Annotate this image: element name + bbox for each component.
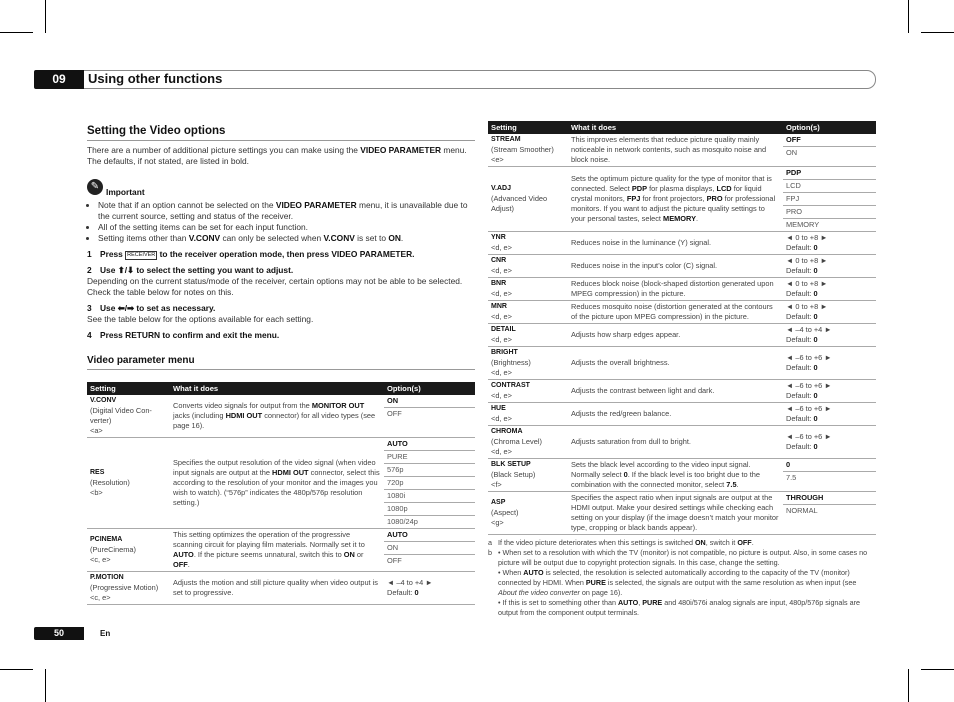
option-value: 7.5 [786, 473, 797, 482]
setting-name: MNR [491, 303, 507, 310]
setting-cell [488, 492, 568, 535]
option-default: Default: 0 [786, 266, 818, 275]
list-item: • Note that if an option cannot be selected on the VIDEO PARAMETER menu, it is unavailable due to the current source, setting and status of the receiver. [98, 200, 475, 222]
setting-sub: (Brightness) [491, 358, 531, 367]
video-parameter-table-left [87, 382, 475, 605]
setting-sub: <d, e> [491, 447, 512, 456]
menu-heading: Video parameter menu [87, 355, 475, 370]
table-row [488, 134, 876, 167]
option-value: PRO [783, 206, 876, 219]
setting-sub: (Chroma Level) [491, 437, 542, 446]
crop-mark [908, 669, 909, 702]
setting-sub: verter) [90, 416, 112, 425]
important-list [87, 200, 475, 244]
setting-cell [488, 134, 568, 167]
setting-sub: <e> [491, 155, 504, 164]
setting-name: BNR [491, 280, 507, 287]
section-heading: Setting the Video options [87, 126, 475, 141]
options-cell [783, 301, 876, 324]
setting-sub: (Progressive Motion) [90, 583, 159, 592]
col-setting: Setting [87, 382, 170, 395]
what-it-does-cell: Sets the black level according to the video input signal. Normally select 0. If the black level is too bright due to the combination with the connected monitor, select 7.5. [568, 459, 783, 492]
option-default: Default: 0 [786, 243, 818, 252]
setting-cell [488, 380, 568, 403]
video-parameter-table-right [488, 121, 876, 535]
crop-mark [921, 669, 954, 670]
list-item: • Setting items other than V.CONV can only be selected when V.CONV is set to ON. [98, 233, 475, 244]
table-row [488, 232, 876, 255]
table-row [488, 347, 876, 380]
page-number: 50 [34, 627, 84, 640]
setting-sub: <a> [90, 426, 103, 435]
chapter-number: 09 [34, 70, 84, 89]
what-it-does-cell: Adjusts the contrast between light and dark. [568, 380, 783, 403]
setting-cell [488, 278, 568, 301]
option-range: ◄ –6 to +6 ► [786, 404, 832, 413]
setting-name: P.MOTION [90, 574, 124, 581]
options-cell [783, 380, 876, 403]
options-cell [783, 232, 876, 255]
options-cell [783, 255, 876, 278]
crop-mark [45, 0, 46, 33]
what-it-does-cell: Reduces noise in the input’s color (C) signal. [568, 255, 783, 278]
chapter-header [34, 70, 876, 89]
option-value: 576p [384, 464, 475, 477]
setting-sub: (Stream Smoother) [491, 145, 554, 154]
setting-sub: (Advanced Video [491, 194, 548, 203]
setting-name: V.ADJ [491, 185, 511, 192]
setting-name: BLK SETUP [491, 461, 531, 468]
setting-name: YNR [491, 234, 506, 241]
setting-cell [87, 438, 170, 529]
table-row [488, 324, 876, 347]
table-row [87, 438, 475, 529]
setting-sub: <c, e> [90, 555, 111, 564]
crop-mark [908, 0, 909, 33]
options-cell [783, 347, 876, 380]
footnote-b: b • When set to a resolution with which the TV (monitor) is not compatible, no picture is output. Also, in some cases no picture will be output due to copyright protection signals. In this case, change the setting. • When AUTO is selected, the resolution is selected automatically according to the capacity of the TV (monitor) connected by HDMI. When PURE is selected, the signals are output with the same resolution as when input (see About the video converter on page 16). • If this is set to something other than AUTO, PURE and 480i/576i analog signals are input, 480p/576p signals are output from the component output terminals. [488, 548, 868, 617]
what-it-does-cell: Adjusts the overall brightness. [568, 347, 783, 380]
col-setting: Setting [488, 121, 568, 134]
option-range: ◄ –6 to +6 ► [786, 353, 832, 362]
option-range: ◄ 0 to +8 ► [786, 233, 828, 242]
what-it-does-cell: Adjusts the red/green balance. [568, 403, 783, 426]
table-row [87, 395, 475, 438]
chapter-title: Using other functions [88, 71, 223, 86]
setting-name: HUE [491, 405, 506, 412]
what-it-does-cell: Adjusts the motion and still picture quality when video output is set to progressive. [170, 572, 384, 605]
col-what: What it does [568, 121, 783, 134]
option-value: OFF [387, 409, 402, 418]
step-3: 3 Use ⬅/➡ to set as necessary. [87, 303, 216, 313]
option-value: MEMORY [786, 220, 820, 229]
option-range: ◄ 0 to +8 ► [786, 302, 828, 311]
table-row [488, 403, 876, 426]
option-value: 1080/24p [387, 517, 418, 526]
setting-cell [87, 572, 170, 605]
option-value: ON [384, 395, 475, 408]
setting-sub: (PureCinema) [90, 545, 137, 554]
options-cell [384, 395, 475, 438]
table-row [488, 255, 876, 278]
what-it-does-cell: This improves elements that reduce picture quality mainly noticeable in network contents, such as mosquito noise and block noise. [568, 134, 783, 167]
option-default: Default: 0 [786, 335, 818, 344]
option-range: ◄ –6 to +6 ► [786, 381, 832, 390]
setting-sub: <f> [491, 480, 502, 489]
right-column [488, 121, 876, 618]
option-value: AUTO [384, 529, 475, 542]
option-range: ◄ –4 to +4 ► [786, 325, 832, 334]
col-options: Option(s) [783, 121, 876, 134]
table-row [87, 572, 475, 605]
option-value: FPJ [783, 193, 876, 206]
crop-mark [0, 32, 33, 33]
options-cell [783, 167, 876, 232]
setting-cell [488, 459, 568, 492]
options-cell [384, 529, 475, 572]
options-cell [783, 278, 876, 301]
step-4: 4 Press RETURN to confirm and exit the menu. [87, 330, 280, 340]
table-row [488, 301, 876, 324]
options-cell [384, 572, 475, 605]
setting-name: DETAIL [491, 326, 516, 333]
option-value: NORMAL [786, 506, 818, 515]
footnote-a: a If the video picture deteriorates when this settings is switched ON, switch it OFF. [488, 538, 754, 547]
option-value: LCD [783, 180, 876, 193]
setting-cell [488, 232, 568, 255]
setting-sub: <d, e> [491, 335, 512, 344]
setting-cell [488, 347, 568, 380]
col-what: What it does [170, 382, 384, 395]
option-value: ON [384, 542, 475, 555]
options-cell [783, 324, 876, 347]
important-label: Important [106, 187, 145, 197]
col-options: Option(s) [384, 382, 475, 395]
setting-name: V.CONV [90, 397, 117, 404]
setting-name: STREAM [491, 136, 521, 143]
setting-cell [488, 301, 568, 324]
setting-name: ASP [491, 499, 506, 506]
step-1: 1 Press RECEIVER to the receiver operation mode, then press VIDEO PARAMETER. [87, 249, 415, 259]
what-it-does-cell: Adjusts how sharp edges appear. [568, 324, 783, 347]
table-row [488, 278, 876, 301]
what-it-does-cell: Reduces mosquito noise (distortion generated at the contours of the picture upon MPEG compression) in the picture. [568, 301, 783, 324]
crop-mark [45, 669, 46, 702]
what-it-does-cell: Specifies the output resolution of the video signal (when video input signals are output at the HDMI OUT connector, select this according to the resolution of your monitor and the images you wish to watch). (“576p” indicates the 480p/576p resolution setting.) [170, 438, 384, 529]
option-default: Default: 0 [786, 289, 818, 298]
options-cell [783, 459, 876, 492]
table-row [488, 459, 876, 492]
option-default: Default: 0 [786, 391, 818, 400]
step-3-note: See the table below for the options available for each setting. [87, 314, 314, 324]
setting-sub: <d, e> [491, 368, 512, 377]
setting-name: BRIGHT [491, 349, 518, 356]
option-value: 0 [783, 459, 876, 472]
what-it-does-cell: Specifies the aspect ratio when input signals are output at the HDMI output. Make your desired settings while checking each setting on your display (if the image doesn’t match your monitor type, cropping or black bands appear). [568, 492, 783, 535]
page-language: En [100, 629, 111, 638]
table-row [87, 529, 475, 572]
setting-sub: <d, e> [491, 391, 512, 400]
option-value: OFF [387, 556, 402, 565]
setting-cell [488, 255, 568, 278]
option-default: Default: 0 [786, 363, 818, 372]
what-it-does-cell: Reduces block noise (block-shaped distortion generated upon MPEG compression) in the picture. [568, 278, 783, 301]
setting-sub: <d, e> [491, 414, 512, 423]
option-value: PDP [783, 167, 876, 180]
setting-sub: <b> [90, 488, 103, 497]
setting-cell [488, 167, 568, 232]
what-it-does-cell: Converts video signals for output from the MONITOR OUT jacks (including HDMI OUT connector) for all video types (see page 16). [170, 395, 384, 438]
option-value: THROUGH [783, 492, 876, 505]
option-range: ◄ 0 to +8 ► [786, 279, 828, 288]
option-default: Default: 0 [387, 588, 419, 597]
left-column [87, 126, 475, 605]
setting-sub: <d, e> [491, 243, 512, 252]
option-value: 1080i [384, 490, 475, 503]
option-value: ON [786, 148, 798, 157]
what-it-does-cell: Sets the optimum picture quality for the type of monitor that is connected. Select PDP for plasma displays, LCD for liquid crystal monitors, FPJ for front projectors, PRO for professional monitors. If you want to adjust the picture quality settings to your personal tastes, select MEMORY. [568, 167, 783, 232]
setting-sub: <d, e> [491, 312, 512, 321]
setting-cell [87, 395, 170, 438]
option-value: OFF [783, 134, 876, 147]
setting-sub: <d, e> [491, 266, 512, 275]
setting-name: RES [90, 469, 105, 476]
what-it-does-cell: This setting optimizes the operation of the progressive scanning circuit for playing film materials. Normally set it to AUTO. If the picture seems unnatural, switch this to ON or OFF. [170, 529, 384, 572]
setting-sub: Adjust) [491, 204, 515, 213]
table-row [488, 167, 876, 232]
what-it-does-cell: Adjusts saturation from dull to bright. [568, 426, 783, 459]
setting-sub: <d, e> [491, 289, 512, 298]
important-icon: ✎ [87, 179, 103, 195]
option-value: 1080p [384, 503, 475, 516]
what-it-does-cell: Reduces noise in the luminance (Y) signal. [568, 232, 783, 255]
options-cell [783, 403, 876, 426]
setting-cell [488, 324, 568, 347]
setting-sub: (Resolution) [90, 478, 130, 487]
setting-name: CHROMA [491, 428, 523, 435]
important-block [87, 175, 475, 198]
table-row [488, 492, 876, 535]
option-value: AUTO [384, 438, 475, 451]
setting-sub: <c, e> [90, 593, 111, 602]
options-cell [783, 134, 876, 167]
setting-cell [488, 426, 568, 459]
option-range: ◄ –4 to +4 ► [387, 578, 433, 587]
options-cell [783, 426, 876, 459]
options-cell [384, 438, 475, 529]
step-2: 2 Use ⬆/⬇ to select the setting you want to adjust. [87, 265, 294, 275]
setting-sub: <g> [491, 518, 504, 527]
crop-mark [921, 32, 954, 33]
option-default: Default: 0 [786, 442, 818, 451]
option-range: ◄ –6 to +6 ► [786, 432, 832, 441]
setting-name: CONTRAST [491, 382, 530, 389]
table-row [488, 380, 876, 403]
step-2-note: Depending on the current status/mode of the receiver, certain options may not be able to be selected. Check the table below for notes on this. [87, 276, 463, 297]
options-cell [783, 492, 876, 535]
setting-cell [87, 529, 170, 572]
table-body [488, 134, 876, 535]
setting-cell [488, 403, 568, 426]
setting-sub: (Aspect) [491, 508, 519, 517]
list-item: • All of the setting items can be set for each input function. [98, 222, 475, 233]
table-body [87, 395, 475, 605]
option-default: Default: 0 [786, 414, 818, 423]
intro-paragraph: There are a number of additional picture settings you can make using the VIDEO PARAMETER menu. The defaults, if not stated, are listed in bold. [87, 145, 467, 166]
setting-name: CNR [491, 257, 507, 264]
setting-sub: (Black Setup) [491, 470, 536, 479]
option-value: 720p [384, 477, 475, 490]
receiver-key-icon: RECEIVER [127, 252, 156, 258]
table-row [488, 426, 876, 459]
option-range: ◄ 0 to +8 ► [786, 256, 828, 265]
crop-mark [0, 669, 33, 670]
option-default: Default: 0 [786, 312, 818, 321]
option-value: PURE [384, 451, 475, 464]
setting-sub: (Digital Video Con- [90, 406, 152, 415]
setting-name: PCINEMA [90, 536, 123, 543]
